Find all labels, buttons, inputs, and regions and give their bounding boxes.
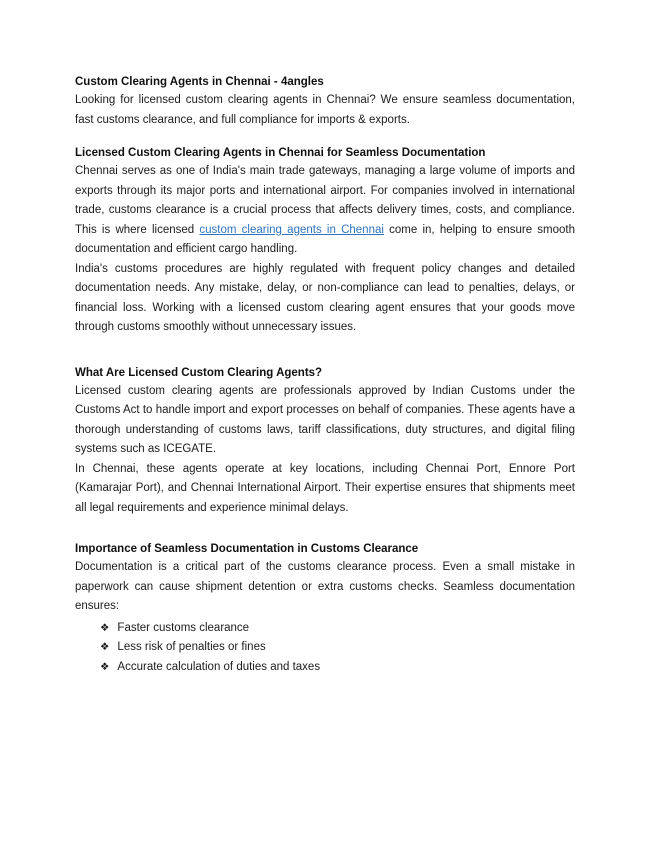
heading-seamless-documentation: Licensed Custom Clearing Agents in Chennai for Seamless Documentation	[75, 147, 486, 159]
heading-importance-documentation: Importance of Seamless Documentation in Customs Clearance	[75, 543, 419, 555]
inline-link-custom-clearing-agents[interactable]: custom clearing agents in Chennai	[199, 223, 384, 236]
list-item	[100, 658, 575, 678]
paragraph-gateway-after-link: come in, helping to ensure smooth documentation and efficient cargo handling.	[75, 223, 576, 255]
list-item-label: Accurate calculation of duties and taxes	[117, 660, 321, 673]
paragraph-intro: Looking for licensed custom clearing agents in Chennai? We ensure seamless documentation, fast customs clearance, and full compliance for imports & exports.	[75, 94, 575, 126]
list-item	[100, 638, 575, 658]
paragraph-documentation: Documentation is a critical part of the customs clearance process. Even a small mistake in paperwork can cause shipment detention or extra customs checks. Seamless documentation ensures:	[75, 561, 575, 612]
paragraph-what-are-agents: Licensed custom clearing agents are professionals approved by Indian Customs under the Customs Act to handle import and export processes on behalf of companies. These agents have a thorough understanding of customs laws, tariff classifications, duty structures, and digital filing systems such as ICEGATE.	[75, 384, 575, 455]
list-item	[100, 619, 575, 639]
paragraph-gateway-before-link: Chennai serves as one of India's main trade gateways, managing a large volume of imports and exports through its major ports and international airport. For companies involved in international trade, customs clearance is a crucial process that affects delivery times, costs, and compliance. This is where licensed	[75, 165, 575, 236]
diamond-bullet-icon: ❖	[100, 621, 110, 634]
list-item-label: Less risk of penalties or fines	[117, 641, 266, 653]
paragraph-regulated: India's customs procedures are highly regulated with frequent policy changes and detailed documentation needs. Any mistake, delay, or non-compliance can lead to penalties, delays, or financial loss. Working with a licensed custom clearing agent ensures that your goods move through customs smoothly without unnecessary issues.	[75, 262, 575, 333]
page-title: Custom Clearing Agents in Chennai - 4angles	[75, 76, 324, 88]
benefits-list	[75, 619, 575, 678]
paragraph-locations: In Chennai, these agents operate at key locations, including Chennai Port, Ennore Port (Kamarajar Port), and Chennai International Airport. Their expertise ensures that shipments meet all legal requirements and experience minimal delays.	[75, 462, 575, 514]
diamond-bullet-icon: ❖	[100, 660, 110, 673]
list-item-label: Faster customs clearance	[117, 621, 250, 634]
diamond-bullet-icon: ❖	[100, 641, 110, 653]
heading-what-are-agents: What Are Licensed Custom Clearing Agents?	[75, 366, 323, 379]
paragraph-gateway	[75, 162, 575, 260]
